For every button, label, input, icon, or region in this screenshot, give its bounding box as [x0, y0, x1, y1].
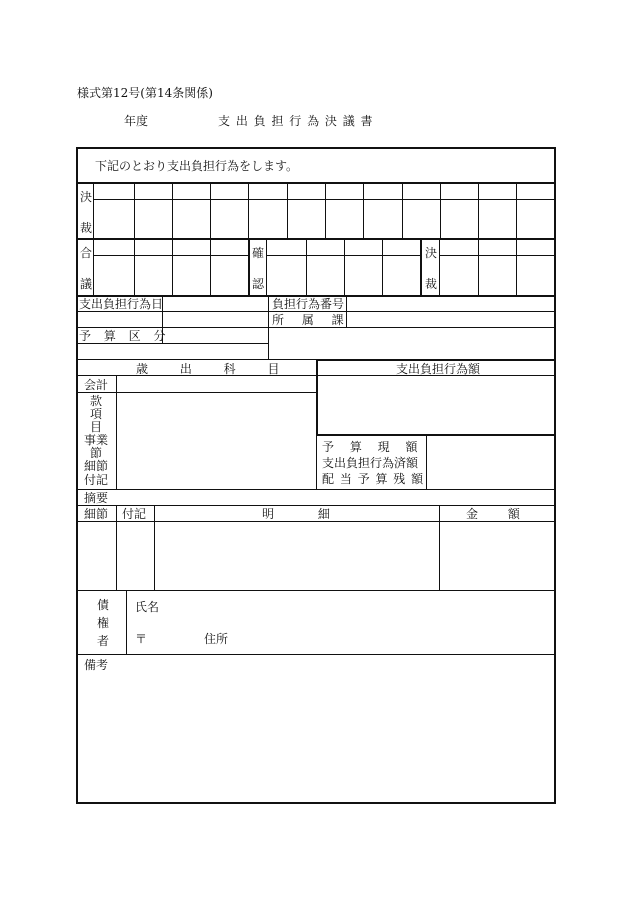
budget-category-label: 予 算 区 分: [79, 329, 166, 343]
remarks-label: 備考: [84, 658, 109, 672]
document-title: 支 出 負 担 行 為 決 議 書: [218, 114, 374, 128]
account-row-fuki: 付記: [84, 473, 109, 487]
account-row-kou: 項: [90, 407, 103, 421]
detail-col-fuki: 付記: [122, 507, 147, 521]
account-row-kan: 款: [90, 394, 103, 408]
commitment-number-label: 負担行為番号: [272, 297, 345, 311]
intro-text: 下記のとおり支出負担行為をします。: [95, 159, 299, 173]
detail-col-saisetsu: 細節: [84, 507, 109, 521]
creditor-label-2: 権: [97, 616, 110, 630]
kaikei-label: 会計: [84, 378, 109, 392]
account-row-saisetsu: 細節: [84, 459, 109, 473]
summary-label: 摘要: [84, 491, 109, 505]
detail-col-meisai: 明 細: [262, 507, 330, 521]
creditor-label-3: 者: [97, 634, 110, 648]
creditor-address-label: 住所: [204, 632, 229, 646]
expenditure-date-label: 支出負担行為日: [79, 297, 164, 311]
gougi-label-1: 合: [80, 246, 93, 260]
allocation-remaining-label: 配 当 予 算 残 額: [322, 472, 424, 486]
kessai2-label-2: 裁: [425, 277, 438, 291]
gougi-label-2: 議: [80, 277, 93, 291]
creditor-label-1: 債: [97, 598, 110, 612]
postal-mark: 〒: [135, 632, 148, 646]
already-committed-label: 支出負担行為済額: [322, 456, 419, 470]
department-label: 所 属 課: [272, 313, 344, 327]
fiscal-year-label: 年度: [124, 114, 149, 128]
expenditure-subject-header: 歳 出 科 目: [136, 362, 280, 376]
account-row-setsu: 節: [90, 446, 103, 460]
kessai-label-1: 決: [80, 190, 93, 204]
kessai2-label-1: 決: [425, 246, 438, 260]
kakunin-label-1: 確: [252, 246, 265, 260]
account-row-jigyou: 事業: [84, 433, 109, 447]
detail-col-kingaku: 金 額: [466, 507, 520, 521]
kessai-label-2: 裁: [80, 221, 93, 235]
account-row-moku: 目: [90, 420, 103, 434]
budget-current-label: 予 算 現 額: [322, 440, 418, 454]
commitment-amount-header: 支出負担行為額: [396, 362, 481, 376]
kakunin-label-2: 認: [252, 277, 265, 291]
creditor-name-label: 氏名: [135, 600, 160, 614]
form-number: 様式第12号(第14条関係): [77, 86, 213, 100]
